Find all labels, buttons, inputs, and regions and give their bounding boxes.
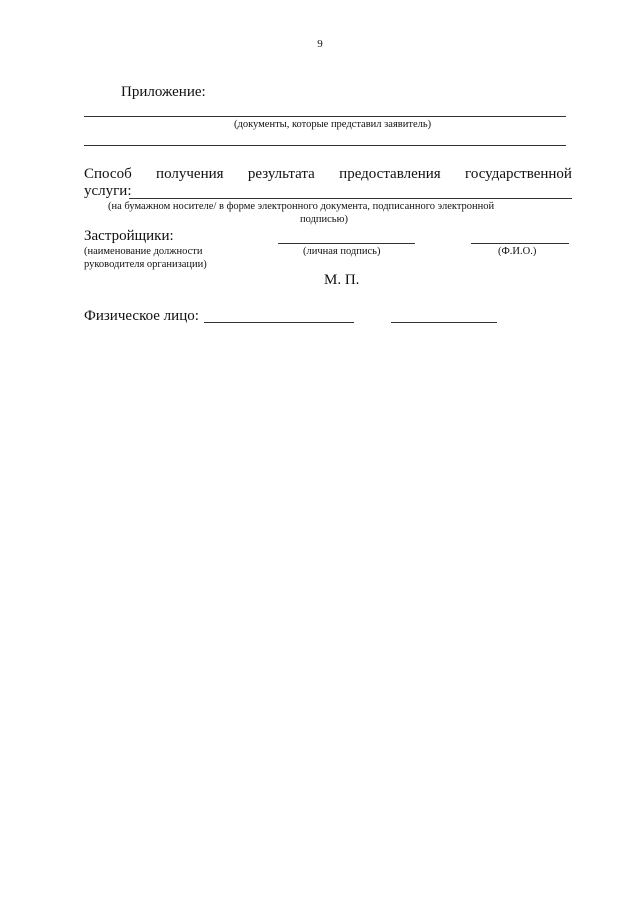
method-hint-line-2: подписью) (300, 214, 348, 225)
position-hint-line-2: руководителя организации) (84, 259, 207, 270)
signature-line[interactable] (278, 243, 415, 244)
method-word: государственной (465, 166, 572, 182)
individual-signature-line[interactable] (204, 322, 354, 323)
method-word: получения (156, 166, 224, 182)
method-hint-line-1: (на бумажном носителе/ в форме электронного документа, подписанного электронной (108, 201, 495, 212)
method-word: результата (247, 166, 315, 182)
name-line[interactable] (471, 243, 569, 244)
attachment-label: Приложение: (121, 84, 206, 100)
individual-name-line[interactable] (391, 322, 497, 323)
method-answer-line[interactable] (129, 198, 572, 199)
individual-label: Физическое лицо: (84, 308, 199, 324)
method-word: Способ (84, 166, 132, 182)
method-label-line-2: услуги: (84, 183, 132, 199)
signature-hint: (личная подпись) (303, 246, 381, 257)
page-number: 9 (317, 38, 323, 50)
attachment-line-1[interactable] (84, 116, 566, 117)
position-hint-line-1: (наименование должности (84, 246, 203, 257)
stamp-label: М. П. (324, 272, 360, 288)
method-label-line-1 (84, 166, 572, 183)
attachment-hint: (документы, которые представил заявитель) (234, 119, 432, 130)
attachment-line-2[interactable] (84, 145, 566, 146)
method-word: предоставления (339, 166, 441, 182)
name-hint: (Ф.И.О.) (498, 246, 537, 257)
developers-label: Застройщики: (84, 228, 174, 244)
